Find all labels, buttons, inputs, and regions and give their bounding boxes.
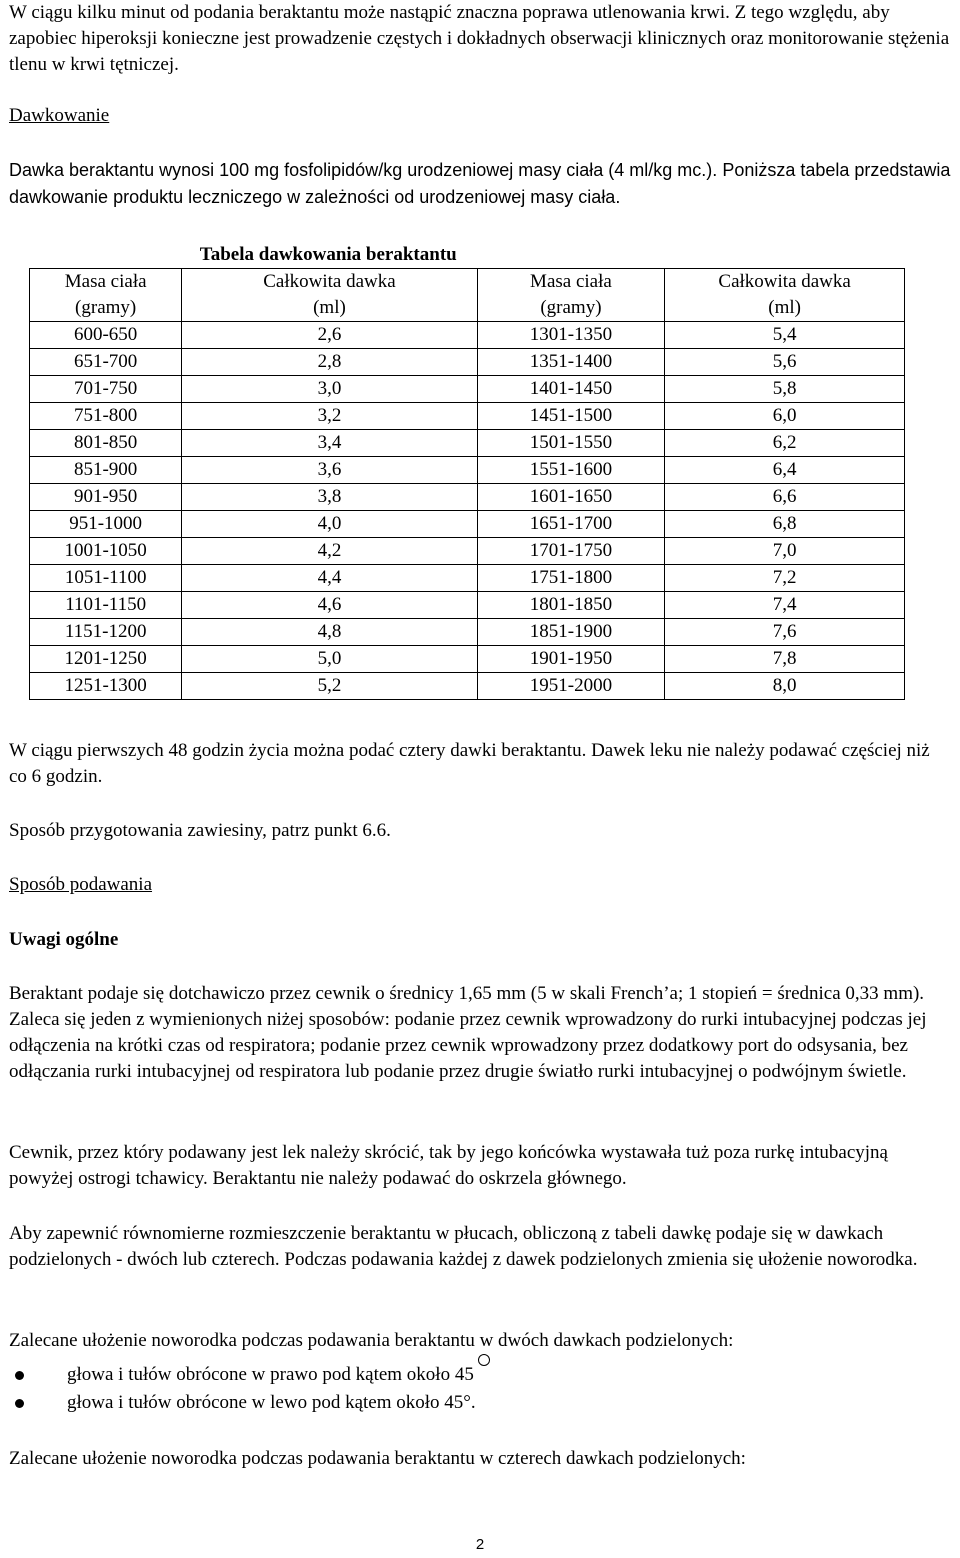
- degree-symbol-icon: [478, 1354, 490, 1366]
- table-cell: 701-750: [30, 376, 182, 403]
- preparation-paragraph: Sposób przygotowania zawiesiny, patrz punkt 6.6.: [9, 820, 391, 841]
- dawkowanie-heading: Dawkowanie: [9, 105, 110, 126]
- table-cell: 6,8: [665, 511, 905, 538]
- table-cell: 7,2: [665, 565, 905, 592]
- table-cell: 1951-2000: [477, 673, 665, 700]
- table-cell: 751-800: [30, 403, 182, 430]
- table-cell: 3,6: [182, 457, 477, 484]
- table-cell: 7,4: [665, 592, 905, 619]
- table-cell: 7,0: [665, 538, 905, 565]
- table-body: [30, 322, 905, 700]
- table-row: [30, 511, 905, 538]
- table-cell: 1301-1350: [477, 322, 665, 349]
- table-header-line: Całkowita dawka: [263, 271, 396, 292]
- table-row: [30, 673, 905, 700]
- table-cell: 1251-1300: [30, 673, 182, 700]
- table-cell: 4,0: [182, 511, 477, 538]
- intro-paragraph: W ciągu kilku minut od podania beraktantu może nastąpić znaczna poprawa utlenowania krwi. Z tego względu, aby zapobiec hiperoksji konieczne jest prowadzenie częstych i dokładnych obserwacji klinicznych oraz monitorowanie stężenia tlenu w krwi tętniczej.: [9, 2, 950, 75]
- table-cell: 1751-1800: [477, 565, 665, 592]
- table-cell: 1501-1550: [477, 430, 665, 457]
- table-header-line: (gramy): [75, 297, 137, 318]
- table-header-cell: [30, 269, 182, 322]
- table-header-line: (ml): [313, 297, 346, 318]
- table-row: [30, 349, 905, 376]
- bullet-icon: [15, 1399, 24, 1408]
- table-cell: 1551-1600: [477, 457, 665, 484]
- table-cell: 5,6: [665, 349, 905, 376]
- positioning-list: [9, 1362, 951, 1418]
- table-cell: 3,4: [182, 430, 477, 457]
- general-notes-heading: Uwagi ogólne: [9, 929, 119, 950]
- table-cell: 3,0: [182, 376, 477, 403]
- list-item: [9, 1362, 951, 1390]
- table-header-line: Masa ciała: [64, 271, 147, 292]
- table-header-cell: [477, 269, 665, 322]
- bullet-icon: [15, 1371, 24, 1380]
- table-cell: 1901-1950: [477, 646, 665, 673]
- table-cell: 901-950: [30, 484, 182, 511]
- table-cell: 1051-1100: [30, 565, 182, 592]
- table-header-line: (ml): [768, 297, 801, 318]
- administration-heading: Sposób podawania: [9, 874, 153, 895]
- table-cell: 4,4: [182, 565, 477, 592]
- bullet-text-1: głowa i tułów obrócone w prawo pod kątem około 45: [67, 1364, 474, 1385]
- table-cell: 1601-1650: [477, 484, 665, 511]
- table-row: [30, 538, 905, 565]
- table-header-cell: [665, 269, 905, 322]
- table-cell: 600-650: [30, 322, 182, 349]
- dose-paragraph: [9, 157, 951, 211]
- table-cell: 1851-1900: [477, 619, 665, 646]
- table-row: [30, 430, 905, 457]
- table-row: [30, 484, 905, 511]
- table-cell: 4,6: [182, 592, 477, 619]
- table-row: [30, 322, 905, 349]
- table-cell: 2,8: [182, 349, 477, 376]
- table-row: [30, 646, 905, 673]
- table-cell: 5,0: [182, 646, 477, 673]
- list-item: [9, 1390, 951, 1418]
- table-header-row: [30, 269, 905, 322]
- table-cell: 1201-1250: [30, 646, 182, 673]
- table-row: [30, 592, 905, 619]
- page-number: 2: [475, 1536, 485, 1553]
- general-notes-paragraph-1: Beraktant podaje się dotchawiczo przez cewnik o średnicy 1,65 mm (5 w skali French’a; 1 stopień = średnica 0,33 mm). Zaleca się jeden z wymienionych niżej sposobów: podanie przez cewnik wprowadzony do rurki intubacyjnej podczas jej odłączenia na krótki czas od respiratora; podanie przez cewnik wprowadzony przez dodatkowy port do odsysania, bez odłączania rurki intubacyjnej od respiratora lub podanie przez drugie światło rurki intubacyjnej o podwójnym świetle.: [9, 983, 927, 1082]
- dose-sentence-sans: Dawka beraktantu wynosi 100 mg fosfolipidów/kg urodzeniowej masy ciała (4 ml/kg mc.).: [9, 160, 718, 180]
- table-row: [30, 376, 905, 403]
- table-cell: 1001-1050: [30, 538, 182, 565]
- table-row: [30, 457, 905, 484]
- table-title: Tabela dawkowania beraktantu: [199, 244, 457, 265]
- table-cell: 1401-1450: [477, 376, 665, 403]
- table-cell: 6,4: [665, 457, 905, 484]
- general-notes-paragraph-3: Aby zapewnić równomierne rozmieszczenie beraktantu w płucach, obliczoną z tabeli dawkę podaje się w dawkach podzielonych - dwóch lub czterech. Podczas podawania każdej z dawek podzielonych zmienia się ułożenie noworodka.: [9, 1223, 918, 1270]
- table-cell: 951-1000: [30, 511, 182, 538]
- table-cell: 4,8: [182, 619, 477, 646]
- table-row: [30, 619, 905, 646]
- table-cell: 8,0: [665, 673, 905, 700]
- table-title-spacer-right: [665, 240, 905, 269]
- table-header-line: (gramy): [540, 297, 602, 318]
- table-cell: 5,8: [665, 376, 905, 403]
- table-cell: 1801-1850: [477, 592, 665, 619]
- table-cell: 5,4: [665, 322, 905, 349]
- table-cell: 6,2: [665, 430, 905, 457]
- table-cell: 1451-1500: [477, 403, 665, 430]
- table-row: [30, 403, 905, 430]
- two-doses-intro: Zalecane ułożenie noworodka podczas podawania beraktantu w dwóch dawkach podzielonych:: [9, 1330, 734, 1351]
- table-cell: 1351-1400: [477, 349, 665, 376]
- table-cell: 5,2: [182, 673, 477, 700]
- general-notes-paragraph-2: Cewnik, przez który podawany jest lek należy skrócić, tak by jego końcówka wystawała tuż poza rurkę intubacyjną powyżej ostrogi tchawicy. Beraktantu nie należy podawać do oskrzela głównego.: [9, 1142, 888, 1189]
- table-cell: 1101-1150: [30, 592, 182, 619]
- table-cell: 7,8: [665, 646, 905, 673]
- table-cell: 6,0: [665, 403, 905, 430]
- table-title-spacer: [30, 240, 182, 269]
- table-cell: 3,8: [182, 484, 477, 511]
- table-cell: 1651-1700: [477, 511, 665, 538]
- table-row: [30, 565, 905, 592]
- dosing-table: [29, 240, 905, 700]
- table-cell: 7,6: [665, 619, 905, 646]
- table-cell: 2,6: [182, 322, 477, 349]
- table-header-line: Masa ciała: [530, 271, 612, 292]
- table-cell: 4,2: [182, 538, 477, 565]
- table-cell: 1701-1750: [477, 538, 665, 565]
- four-doses-intro: Zalecane ułożenie noworodka podczas podawania beraktantu w czterech dawkach podzielonych:: [9, 1448, 746, 1469]
- table-cell: 1151-1200: [30, 619, 182, 646]
- table-header-cell: [182, 269, 477, 322]
- dose-sentence-table-ref: Poniższa tabela przedstawia dawkowanie produktu leczniczego w zależności od urodzeniowej masy ciała.: [9, 160, 951, 207]
- table-header-line: Całkowita dawka: [718, 271, 851, 292]
- table-cell: 801-850: [30, 430, 182, 457]
- bullet-text-2: głowa i tułów obrócone w lewo pod kątem około 45°.: [67, 1392, 476, 1413]
- table-cell: 651-700: [30, 349, 182, 376]
- table-cell: 851-900: [30, 457, 182, 484]
- table-cell: 3,2: [182, 403, 477, 430]
- after-table-paragraph: W ciągu pierwszych 48 godzin życia można podać cztery dawki beraktantu. Dawek leku nie należy podawać częściej niż co 6 godzin.: [9, 740, 930, 787]
- table-cell: 6,6: [665, 484, 905, 511]
